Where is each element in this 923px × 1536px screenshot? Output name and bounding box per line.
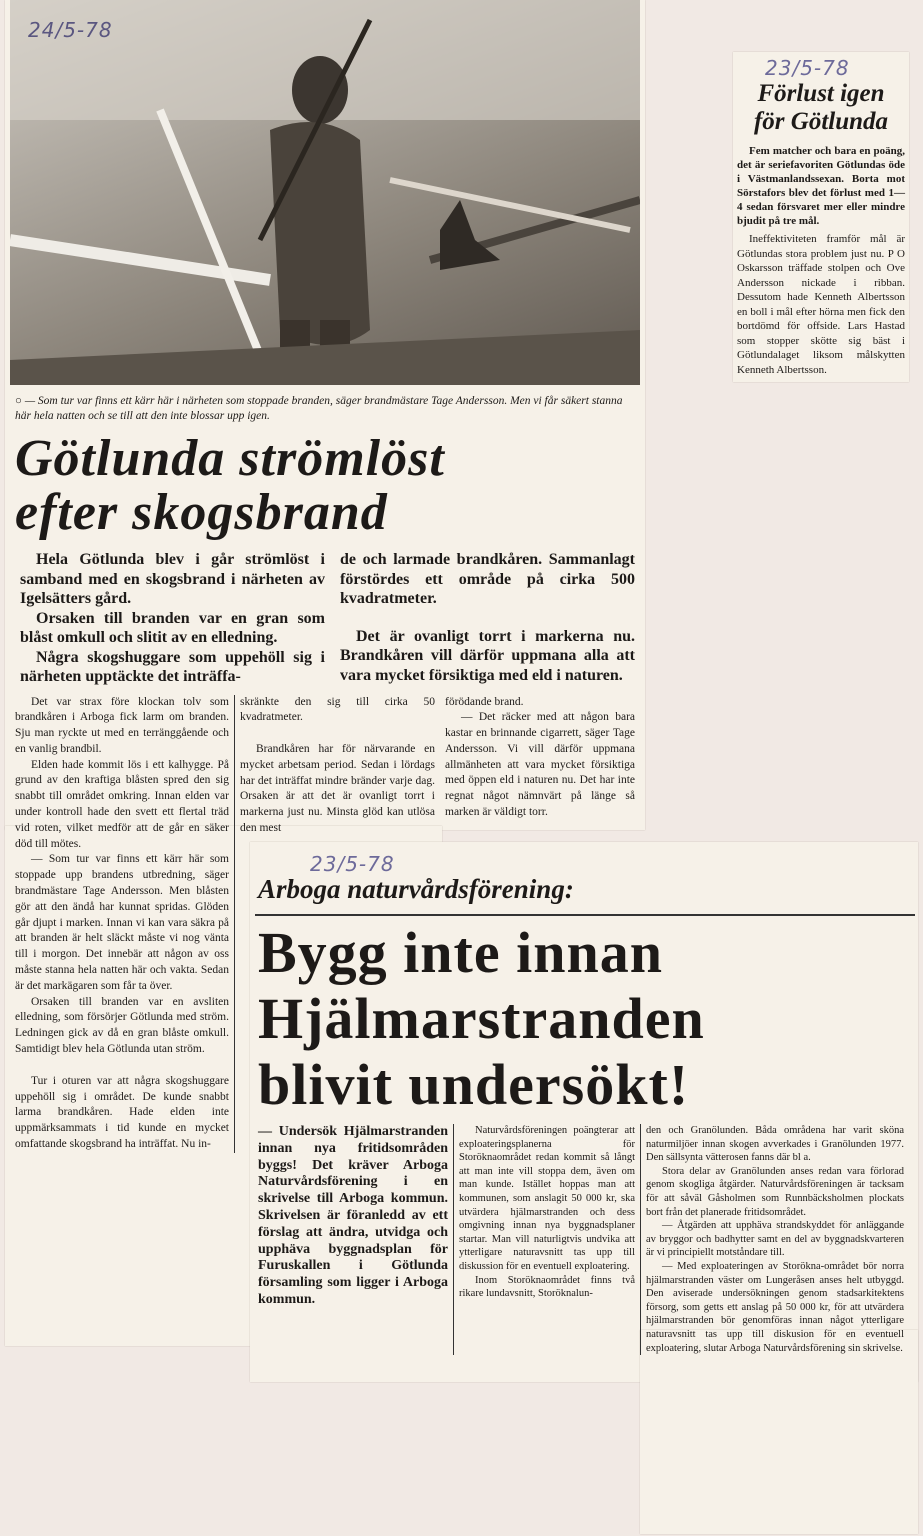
lead-column-1: [20, 550, 325, 687]
paragraph: Några skogshuggare som uppehöll sig i närheten upptäckte det inträffa-: [20, 648, 325, 685]
headline-line: Hjälmarstranden: [258, 986, 705, 1051]
column-rule: [234, 695, 235, 1153]
column-rule: [453, 1124, 454, 1355]
kicker-rule: [255, 914, 915, 916]
paragraph: den och Granölunden. Båda områdena har varit sköna naturmiljöer innan skogen avverkades i Granölunden 1977. Den sällsynta vätterosen fanns där bl a.: [646, 1125, 904, 1164]
paragraph: Brandkåren har för närvarande en mycket arbetsam period. Sedan i lördags har det inträffat mindre bränder varje dag. Orsaken är att det är ovanligt torrt i markerna just nu. Minsta glöd kan utlösa den mest: [240, 743, 435, 835]
headline-line: efter skogsbrand: [15, 484, 388, 541]
body-column-2: [240, 695, 435, 837]
column-3: [646, 1124, 904, 1355]
headline-line: Bygg inte innan: [258, 920, 663, 985]
lead-column-2: [340, 550, 635, 685]
column-2: [459, 1124, 635, 1301]
paragraph: Hela Götlunda blev i går strömlöst i samband med en skogsbrand i närheten av Igelsätters gård.: [20, 551, 325, 607]
photo-illustration: [10, 0, 640, 385]
paragraph: skränkte den sig till cirka 50 kvadratmeter.: [240, 695, 435, 724]
headline-line: Förlust igen: [757, 80, 885, 107]
clipping-nature-association-continuation: [640, 1330, 918, 1534]
lead-paragraph: — Undersök Hjälmarstranden innan nya fritidsområden byggs! Det kräver Arboga Naturvårdsförening i en skrivelse till Arboga kommun. Skrivelsen är föranledd av ett förslag att ändra, utvidga och upphäva byggnadsplan för Furuskallen i Götlunda församling som ligger i Arboga kommun.: [258, 1124, 448, 1307]
paragraph: de och larmade brandkåren. Sammanlagt förstördes ett område på cirka 500 kvadratmeter.: [340, 551, 635, 607]
body-column-3: [445, 695, 635, 821]
lead-row: [15, 550, 640, 687]
paragraph: — Som tur var finns ett kärr här som stoppade upp brandens utbredning, säger brandmästare Tage Andersson. Men blåsten gör att den ändå har kunnat spridas. Glöden går djupt i marken. Innan vi kan vara säkra på att branden är helt släckt måste vi nog vänta till i morgon. Det innebär att någon av oss måste stanna hela natten här och vakta. Sedan är det markägaren som får ta över.: [15, 853, 229, 992]
handwritten-date: 23/5-78: [310, 852, 395, 876]
headline: [15, 432, 640, 540]
paragraph: — Det räcker med att någon bara kastar en brinnande cigarrett, säger Tage Andersson. Vi vill därför uppmana allmänheten att vara mycket försiktiga med öppen eld i naturen nu. Det har inte regnat något nämnvärt på länge så marken är väldigt torr.: [445, 711, 635, 819]
paragraph: Det är ovanligt torrt i markerna nu. Brandkåren vill därför uppmana alla att vara mycket försiktiga med eld i naturen.: [340, 627, 635, 684]
paragraph: Naturvårdsföreningen poängterar att exploateringsplanerna för Storöknaområdet redan kommit så långt att man inte vill stoppa dem, även om man kunde. Istället hoppas man att kommunen, som anslagit 50 000 kr, ska utvärdera hjälmarstranden och dess omgivning innan nya byggnadsplaner startar. Man vill naturligtvis undvika att ytterligare naturavsnitt tas upp till diskussion för en eventuell exploatering.: [459, 1125, 635, 1272]
paragraph: Elden hade kommit lös i ett kalhygge. På grund av den kraftiga blåsten spred den sig snabbt till området omkring. Innan elden var under kontroll hade den svett ett flertal träd vid roten, vilket medför att de går en säker död till mötes.: [15, 758, 229, 850]
paragraph: — Åtgärden att upphäva strandskyddet för anläggande av bryggor och badhytter samt en del av byggnadskvarteren är vi principiellt motståndare till.: [646, 1220, 904, 1259]
column-rule: [640, 1124, 641, 1355]
photo-caption: ○ — Som tur var finns ett kärr här i närheten som stoppade branden, säger brandmästare Tage Andersson. Men vi får säkert stanna här hela natten och se till att den inte blossar upp igen.: [15, 395, 623, 422]
news-photo-firefighter: [10, 0, 640, 385]
article-nature-association: [258, 920, 913, 1355]
kicker: Arboga naturvårdsförening:: [258, 874, 574, 904]
paragraph: Orsaken till branden var en avsliten elledning, som försörjer Götlunda med ström. Ledningen gick av då en gran blåste omkull. Samtidigt blev hela Götlunda utan ström.: [15, 995, 229, 1056]
paragraph: Tur i oturen var att några skogshuggare uppehöll sig i området. De kunde snabbt larma brandkåren. Hade elden inte uppmärksammats i tid kunde en mycket omfattande skogsbrand ha inträffat. Nu in-: [15, 1074, 229, 1151]
paragraph: — Med exploateringen av Storökna-området bör norra hjälmarstranden väster om Lungeråsen anses helt utbyggd. Den aviserade undersökningen genom stadsarkitektens försorg, som getts ett anslag på 50 000 kr, för att utvärdera hjälmarstranden bör genomföras innan något ytterligare naturavsnitt tas upp till diskusion för en eventuell exploatering, slutar Arboga Naturvårdsförening sin skrivelse.: [646, 1260, 904, 1354]
paragraph: Inom Storöknaområdet finns två rikare lundavsnitt, Storöknalun-: [459, 1274, 635, 1300]
paragraph: Stora delar av Granölunden anses redan vara förlorad genom skogliga åtgärder. Naturvårdsföreningen är tacksam för att såväl Gåsholmen som Runnbäcksholmen plockats bort från det planerade fritidsområdet.: [646, 1165, 904, 1218]
body-paragraph: Ineffektiviteten framför mål är Götlundas stora problem just nu. P O Oskarsson träffade stolpen och Ove Andersson nickade i ribban. Dessutom hade Kenneth Albertsson en boll i mål efter hörna men fick den bortdömd för offside. Lars Hastad som stopper skötte sig bäst i Götlundalaget liksom målskytten Kenneth Albertsson.: [737, 233, 905, 376]
paragraph: förödande brand.: [445, 695, 524, 708]
headline-line: Götlunda strömlöst: [15, 430, 445, 487]
handwritten-date: 24/5-78: [28, 18, 113, 42]
article-football: [737, 80, 905, 377]
handwritten-date: 23/5-78: [765, 56, 850, 80]
lead-paragraph: Fem matcher och bara en poäng, det är seriefavoriten Götlundas öde i Västmanlandssexan. Borta mot Sörstafors blev det förlust med 1—4 sedan försvaret mer eller mindre bjudit på tre mål.: [737, 145, 905, 227]
headline: [737, 80, 905, 136]
headline-line: för Götlunda: [753, 108, 889, 135]
columns-row: [258, 1124, 913, 1355]
body-column-1: [15, 695, 229, 1153]
paragraph: Orsaken till branden var en gran som blåst omkull och slitit av en elledning.: [20, 609, 325, 646]
paragraph: Det var strax före klockan tolv som brandkåren i Arboga fick larm om branden. Sju man ryckte ut med en terränggående och en vanlig brandbil.: [15, 695, 229, 755]
headline: [258, 920, 913, 1118]
headline-line: blivit undersökt!: [258, 1052, 690, 1117]
